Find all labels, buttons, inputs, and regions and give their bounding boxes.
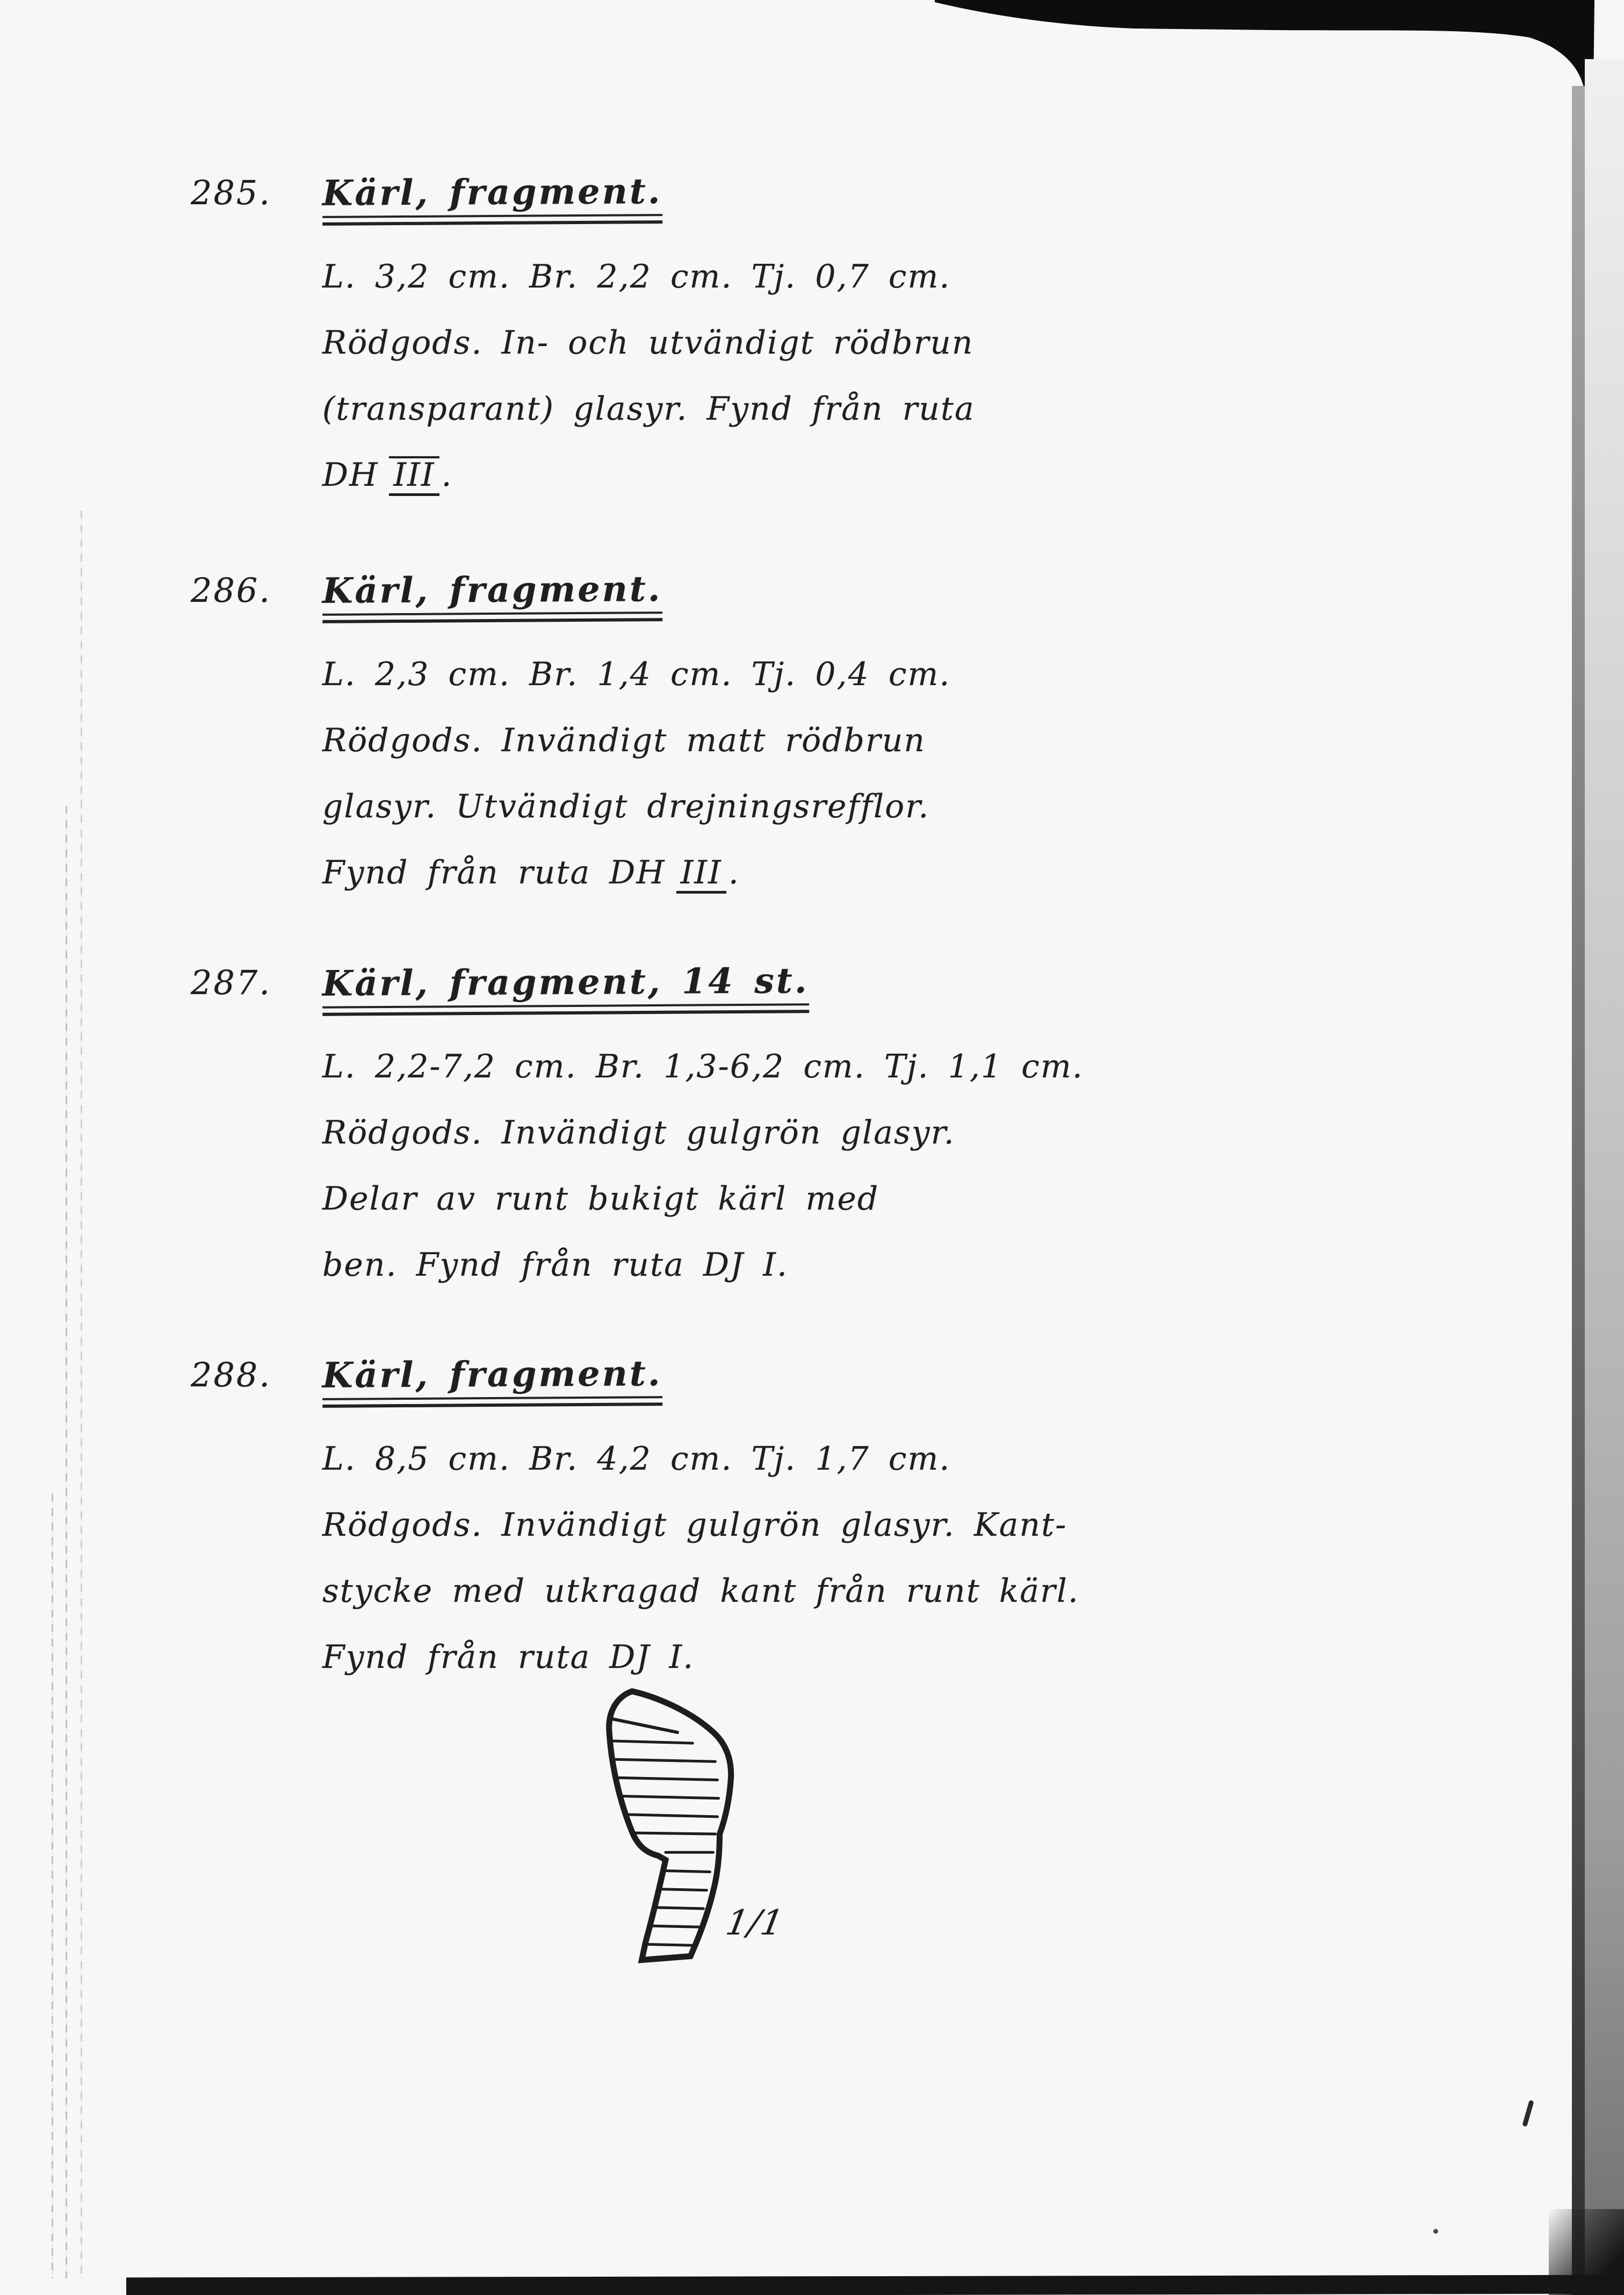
- scan-black-bar: [929, 0, 1601, 99]
- page-stack-edge-line: [52, 1494, 53, 2278]
- page-stack-edge-line: [81, 510, 82, 2278]
- entry-title: Kärl, fragment.: [322, 1353, 662, 1408]
- description-line: (transparant) glasyr. Fynd från ruta: [322, 390, 975, 428]
- entry-body: [322, 1034, 1491, 1298]
- find-square-prefix: Fynd från ruta DH: [322, 854, 666, 891]
- description-line: Rödgods. Invändigt matt rödbrun: [322, 722, 926, 759]
- catalog-entry-288: [191, 1354, 1491, 1690]
- entry-title: Kärl, fragment.: [322, 171, 662, 226]
- entry-body: [322, 642, 1491, 906]
- find-square-suffix: .: [441, 456, 453, 494]
- stray-ink-dot: [1433, 2229, 1438, 2234]
- measurement-line: L. 2,3 cm. Br. 1,4 cm. Tj. 0,4 cm.: [322, 656, 951, 693]
- entry-title: Kärl, fragment, 14 st.: [322, 960, 809, 1016]
- description-line: glasyr. Utvändigt drejningsrefflor.: [322, 788, 930, 825]
- entry-number: 287.: [191, 963, 272, 1002]
- entry-body: [322, 1426, 1491, 1690]
- description-line: stycke med utkragad kant från runt kärl.: [322, 1572, 1079, 1610]
- page-edge-shadow-band: [1585, 59, 1624, 2295]
- measurement-line: L. 8,5 cm. Br. 4,2 cm. Tj. 1,7 cm.: [322, 1440, 951, 1478]
- stray-ink-mark: [1522, 2100, 1534, 2127]
- catalog-entry-287: [191, 962, 1491, 1298]
- scan-bottom-shadow: [126, 2275, 1624, 2295]
- find-square-suffix: .: [728, 854, 740, 891]
- find-square-line: [322, 442, 1491, 508]
- entry-number: 288.: [191, 1355, 272, 1394]
- description-line: Rödgods. Invändigt gulgrön glasyr. Kant-: [322, 1506, 1067, 1544]
- entry-number: 285.: [191, 173, 272, 212]
- description-line: Delar av runt bukigt kärl med: [322, 1180, 879, 1218]
- page-stack-edge-line: [66, 806, 67, 2278]
- find-square-line: Fynd från ruta DJ I.: [322, 1638, 695, 1676]
- entry-header: [191, 1354, 1491, 1407]
- measurement-line: L. 3,2 cm. Br. 2,2 cm. Tj. 0,7 cm.: [322, 258, 951, 296]
- catalog-entry-286: [191, 570, 1491, 906]
- description-line: Rödgods. In- och utvändigt rödbrun: [322, 324, 974, 362]
- page-edge-line: [1572, 86, 1585, 2295]
- entry-title: Kärl, fragment.: [322, 569, 662, 623]
- catalog-entry-285: [191, 172, 1491, 508]
- measurement-line: L. 2,2-7,2 cm. Br. 1,3-6,2 cm. Tj. 1,1 cm.: [322, 1048, 1084, 1085]
- entry-header: [191, 962, 1491, 1015]
- find-square-prefix: DH: [322, 456, 379, 494]
- description-line: Rödgods. Invändigt gulgrön glasyr.: [322, 1114, 955, 1152]
- drawing-scale-label: 1/1: [723, 1903, 787, 1943]
- entry-header: [191, 570, 1491, 622]
- find-square-line: [322, 840, 1491, 906]
- excavation-square-numeral: III: [389, 456, 439, 496]
- excavation-square-numeral: III: [676, 856, 726, 894]
- find-square-line: ben. Fynd från ruta DJ I.: [322, 1246, 789, 1284]
- entry-body: [322, 244, 1491, 508]
- entry-number: 286.: [191, 571, 272, 610]
- entry-header: [191, 172, 1491, 225]
